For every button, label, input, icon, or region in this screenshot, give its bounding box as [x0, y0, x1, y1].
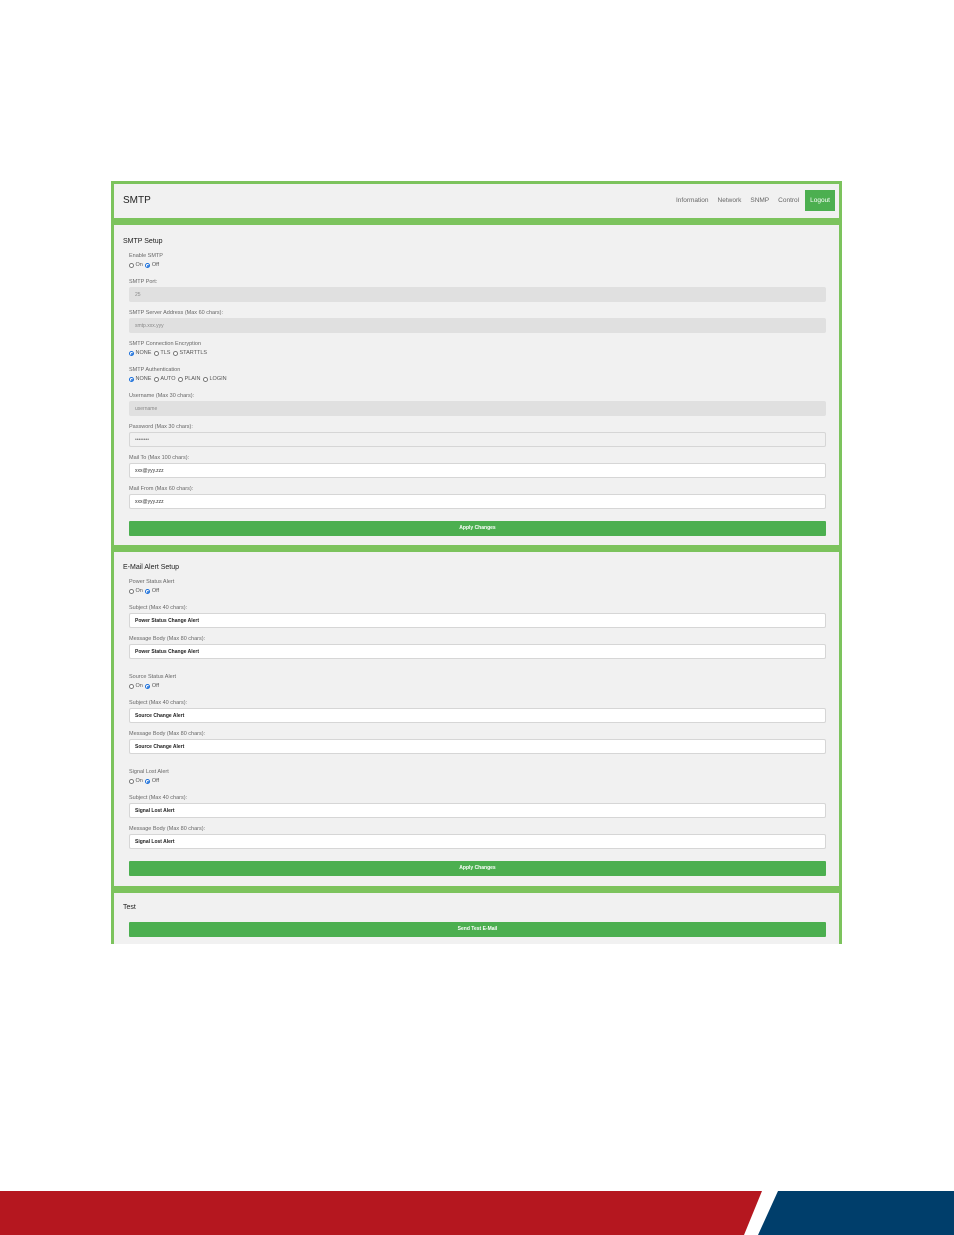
username-label: Username (Max 30 chars): — [129, 393, 195, 399]
radio-icon — [154, 351, 159, 356]
top-navbar — [114, 184, 839, 218]
encryption-label: SMTP Connection Encryption — [129, 341, 202, 347]
enable-smtp-on[interactable]: On — [129, 262, 143, 268]
power-alert-off[interactable]: Off — [145, 588, 159, 594]
send-test-email-button[interactable]: Send Test E-Mail — [129, 922, 826, 937]
nav-snmp[interactable]: SNMP — [750, 196, 770, 204]
smtp-apply-button[interactable]: Apply Changes — [129, 521, 826, 536]
alert-setup-section — [114, 552, 839, 886]
radio-icon — [203, 377, 208, 382]
mail-from-input[interactable]: xxx@yyy.zzz — [129, 494, 826, 509]
footer-blue-band — [744, 1191, 954, 1235]
smtp-setup-section — [114, 225, 839, 545]
power-subject-input[interactable]: Power Status Change Alert — [129, 613, 826, 628]
power-alert-label: Power Status Alert — [129, 579, 175, 585]
enable-smtp-off[interactable]: Off — [145, 262, 159, 268]
signal-alert-off[interactable]: Off — [145, 778, 159, 784]
radio-icon — [129, 263, 134, 268]
radio-selected-icon — [145, 263, 150, 268]
smtp-port-label: SMTP Port: — [129, 279, 158, 285]
power-body-input[interactable]: Power Status Change Alert — [129, 644, 826, 659]
nav-menu — [667, 189, 835, 211]
power-body-label: Message Body (Max 80 chars): — [129, 636, 206, 642]
section-divider — [114, 886, 839, 893]
signal-body-input[interactable]: Signal Lost Alert — [129, 834, 826, 849]
footer-red-band — [0, 1191, 762, 1235]
power-alert-radio-group — [129, 588, 162, 594]
power-subject-label: Subject (Max 40 chars): — [129, 605, 188, 611]
signal-subject-label: Subject (Max 40 chars): — [129, 795, 188, 801]
section-divider — [114, 218, 839, 225]
source-alert-off[interactable]: Off — [145, 683, 159, 689]
auth-radio-group — [129, 376, 229, 382]
signal-body-label: Message Body (Max 80 chars): — [129, 826, 206, 832]
logout-button[interactable]: Logout — [805, 190, 835, 211]
signal-alert-on[interactable]: On — [129, 778, 143, 784]
auth-none[interactable]: NONE — [129, 376, 151, 382]
source-alert-radio-group — [129, 683, 162, 689]
nav-network[interactable]: Network — [717, 196, 742, 204]
radio-icon — [154, 377, 159, 382]
encryption-starttls[interactable]: STARTTLS — [173, 350, 207, 356]
auth-auto[interactable]: AUTO — [154, 376, 176, 382]
radio-icon — [178, 377, 183, 382]
radio-selected-icon — [145, 779, 150, 784]
radio-icon — [173, 351, 178, 356]
source-subject-input[interactable]: Source Change Alert — [129, 708, 826, 723]
radio-icon — [129, 684, 134, 689]
alert-setup-title: E-Mail Alert Setup — [123, 564, 180, 571]
source-subject-label: Subject (Max 40 chars): — [129, 700, 188, 706]
nav-control[interactable]: Control — [778, 196, 800, 204]
nav-information[interactable]: Information — [675, 196, 709, 204]
smtp-port-input[interactable]: 25 — [129, 287, 826, 302]
smtp-page-frame — [111, 181, 842, 944]
mail-from-label: Mail From (Max 60 chars): — [129, 486, 194, 492]
source-alert-label: Source Status Alert — [129, 674, 177, 680]
smtp-server-input[interactable]: smtp.xxx.yyy — [129, 318, 826, 333]
signal-alert-radio-group — [129, 778, 162, 784]
radio-icon — [129, 589, 134, 594]
test-section — [114, 893, 839, 944]
smtp-server-label: SMTP Server Address (Max 60 chars): — [129, 310, 224, 316]
auth-plain[interactable]: PLAIN — [178, 376, 200, 382]
radio-selected-icon — [129, 351, 134, 356]
test-title: Test — [123, 904, 136, 911]
radio-selected-icon — [145, 684, 150, 689]
password-label: Password (Max 30 chars): — [129, 424, 193, 430]
encryption-radio-group — [129, 350, 210, 356]
radio-selected-icon — [129, 377, 134, 382]
source-body-input[interactable]: Source Change Alert — [129, 739, 826, 754]
signal-alert-label: Signal Lost Alert — [129, 769, 169, 775]
mail-to-input[interactable]: xxx@yyy.zzz — [129, 463, 826, 478]
mail-to-label: Mail To (Max 100 chars): — [129, 455, 190, 461]
radio-selected-icon — [145, 589, 150, 594]
alert-apply-button[interactable]: Apply Changes — [129, 861, 826, 876]
smtp-setup-title: SMTP Setup — [123, 238, 163, 245]
power-alert-on[interactable]: On — [129, 588, 143, 594]
auth-label: SMTP Authentication — [129, 367, 181, 373]
section-divider — [114, 545, 839, 552]
page-title: SMTP — [123, 195, 151, 206]
encryption-none[interactable]: NONE — [129, 350, 151, 356]
source-alert-on[interactable]: On — [129, 683, 143, 689]
username-input[interactable]: username — [129, 401, 826, 416]
password-input[interactable]: •••••••• — [129, 432, 826, 447]
auth-login[interactable]: LOGIN — [203, 376, 227, 382]
enable-smtp-radio-group — [129, 262, 162, 268]
signal-subject-input[interactable]: Signal Lost Alert — [129, 803, 826, 818]
encryption-tls[interactable]: TLS — [154, 350, 171, 356]
enable-smtp-label: Enable SMTP — [129, 253, 163, 259]
source-body-label: Message Body (Max 80 chars): — [129, 731, 206, 737]
radio-icon — [129, 779, 134, 784]
